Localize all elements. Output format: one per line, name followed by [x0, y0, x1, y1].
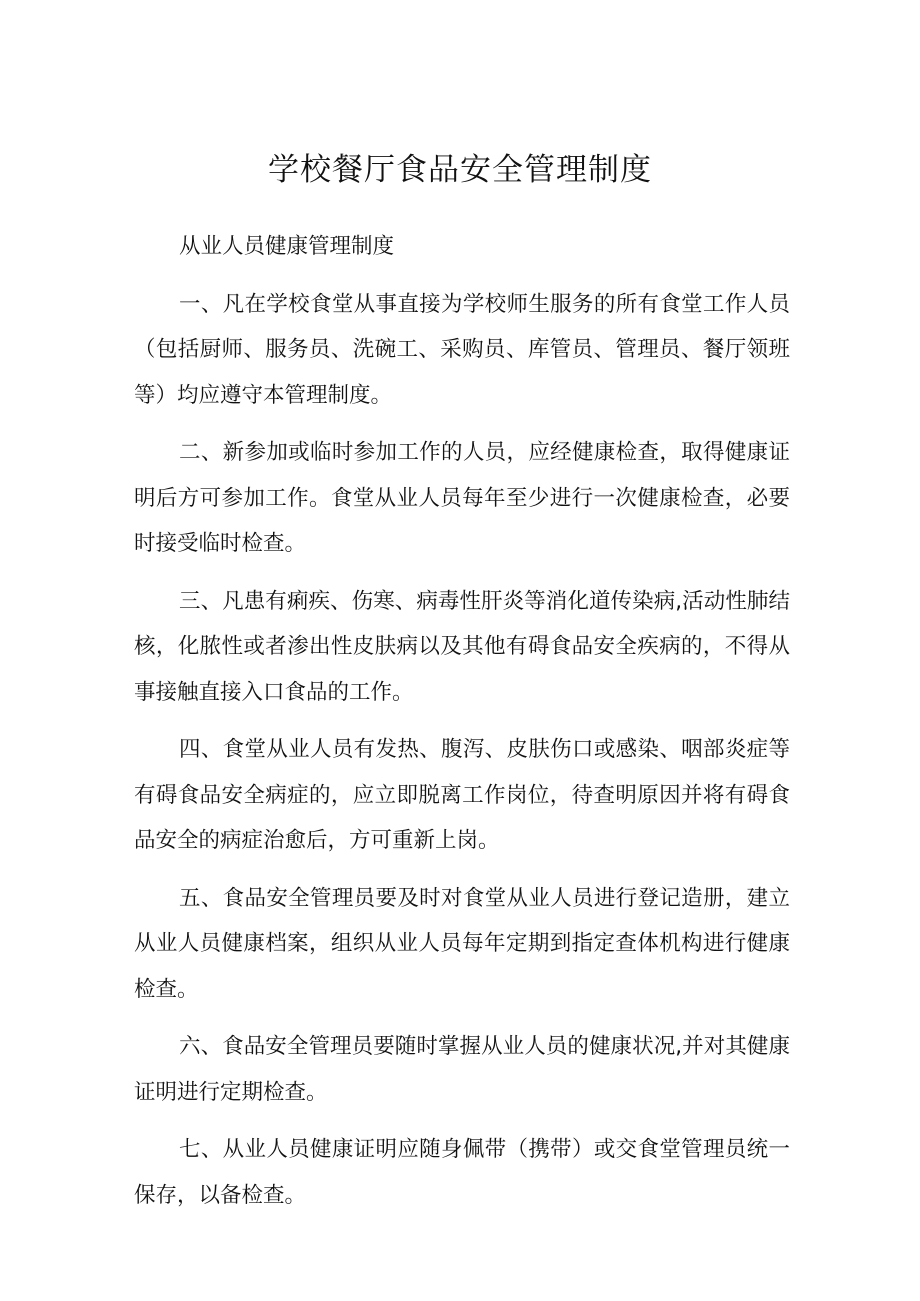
paragraph-6: 六、食品安全管理员要随时掌握从业人员的健康状况,并对其健康证明进行定期检查。 — [134, 1034, 790, 1105]
paragraph-1: 一、凡在学校食堂从事直接为学校师生服务的所有食堂工作人员（包括厨师、服务员、洗碗工、采购员、库管员、管理员、餐厅领班等）均应遵守本管理制度。 — [134, 291, 790, 408]
paragraph-2: 二、新参加或临时参加工作的人员，应经健康检查，取得健康证明后方可参加工作。食堂从业人员每年至少进行一次健康检查，必要时接受临时检查。 — [134, 440, 790, 556]
document-body — [134, 224, 790, 1230]
paragraph-4: 四、食堂从业人员有发热、腹泻、皮肤伤口或感染、咽部炎症等有碍食品安全病症的，应立即脱离工作岗位，待查明原因并将有碍食品安全的病症治愈后，方可重新上岗。 — [134, 737, 790, 853]
paragraph-3: 三、凡患有痢疾、伤寒、病毒性肝炎等消化道传染病,活动性肺结核，化脓性或者渗出性皮肤病以及其他有碍食品安全疾病的，不得从事接触直接入口食品的工作。 — [134, 588, 790, 705]
section-heading: 从业人员健康管理制度 — [179, 234, 395, 259]
paragraph-5: 五、食品安全管理员要及时对食堂从业人员进行登记造册，建立从业人员健康档案，组织从业人员每年定期到指定查体机构进行健康检查。 — [134, 885, 790, 1002]
paragraph-7: 七、从业人员健康证明应随身佩带（携带）或交食堂管理员统一保存，以备检查。 — [134, 1137, 790, 1208]
document-title: 学校餐厅食品安全管理制度 — [268, 152, 652, 188]
